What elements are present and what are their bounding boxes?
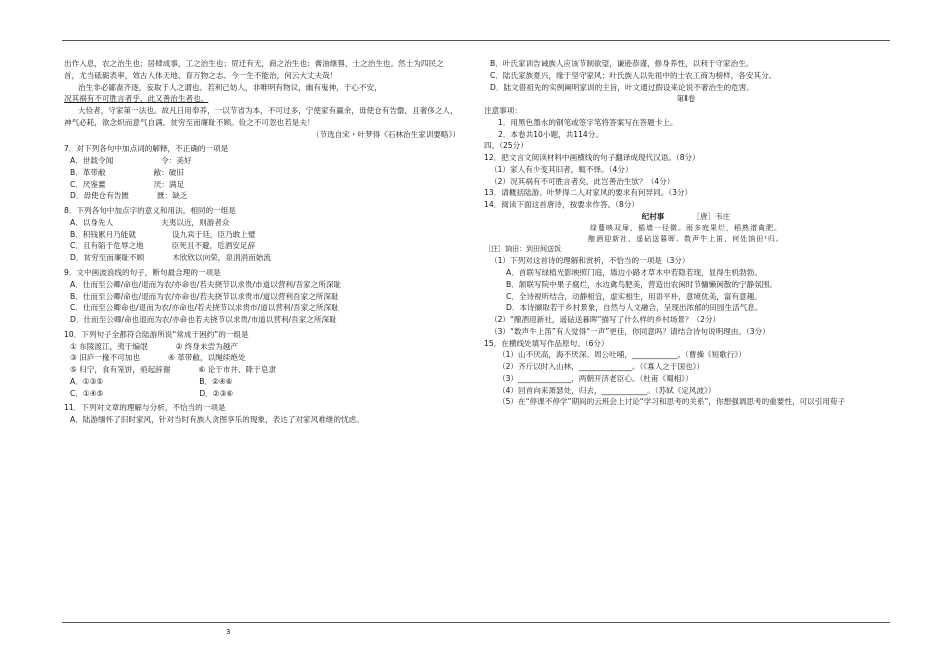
q14-sub1: （1）下列对这首诗的理解和赏析，不恰当的一项是（3分） [490, 256, 690, 266]
q11-option: D．陆文借祖先的实例阐明家训的主旨，叶文通过假设来论说不奢治生的危害。 [490, 82, 755, 92]
q8-option: C．且有陷于危辱之地 臣死且不避，卮酒安足辞 [70, 241, 256, 251]
q14-sub2: （2）“酿酒迎新社，遥砧送暮晖”描写了什么样的乡村场景？（2分） [490, 315, 721, 325]
q9-option: C．仕而至公卿命也/退而为农/亦命也/若夫挠节以求贵市/道以营利/吾家之所深耻 [70, 303, 339, 313]
notice-title: 注意事项： [484, 106, 522, 116]
q10-stem: 10．下列句子全都符合陆游所说“常成于困约”的一组是 [64, 329, 249, 339]
q14-option: B．颔联写院中果子腐烂，水边禽鸟肥美，营造出农闲时节慵懒闲散的宁静氛围。 [506, 279, 777, 289]
q11-option: A．陆游缅怀了旧时家风，针对当时有族人贪图享乐的现象，表达了对家风难继的忧虑。 [70, 415, 364, 425]
top-rule [62, 40, 890, 41]
poem-title: 纪村事 ［唐］韦庄 [641, 211, 731, 221]
q15-stem: 15．在横线处填写作品原句。（6分） [484, 338, 609, 348]
q14-option: D．本诗撷取若干乡村景象，自然与人文融合，呈现出浓郁的田园生活气息。 [506, 303, 763, 313]
q9-option: A．仕而至公卿/命也/退而为农/亦命也/若夫挠节以求贵/市道以营利/吾家之所深耻 [70, 279, 342, 289]
q8-option: D．贫穷至而廉耻不顾 木欣欣以向荣，泉涓涓而始流 [70, 253, 271, 263]
q15-item: （4）回首向来萧瑟处，归去，____________。（苏轼《定风波》） [498, 385, 716, 395]
q11-option: C．陆氏家族夏兴，缘于坚守家风；叶氏族人以先祖中的士农工商为榜样，各安其分。 [490, 70, 777, 80]
q10-option: A．①③⑤ B．②④⑥ [70, 376, 233, 386]
q12-item: （1）家人有少变其旧者，辄不怿。（4分） [490, 164, 633, 174]
right-column [484, 58, 888, 408]
page-number: 3 [226, 628, 231, 636]
passage-line-underlined: 况其祸有不可胜言者乎，此又善治生者也。 [64, 94, 209, 104]
q10-item: ① 东陵渡江，夷于编氓 ② 终身未尝为越产 [70, 341, 238, 351]
q7-option: D．毋使仓有告匮 匮：缺乏 [70, 191, 188, 201]
q10-item: ⑤ 归宁，食有笼饼，亟起辞谢 ⑥ 论于市井、降于皂隶 [70, 365, 276, 375]
q14-stem: 14．阅读下面这首唐诗，按要求作答。（8分） [484, 200, 639, 210]
poem-line: 绿蔓映双扉，循墙一径微。雨多庭果烂，稻熟渚禽肥。 [590, 223, 782, 232]
q7-option: B．革带敝 敝：破旧 [70, 167, 184, 177]
q8-option: A．以身先人 夫夷以近，则游者众 [70, 217, 230, 227]
q15-item: （3）______________，两朝开济老臣心。（杜甫《蜀相》） [498, 373, 693, 383]
q12-item: （2）况其祸有不可胜言者矣，此岂善治生欤？（4分） [490, 176, 675, 186]
q8-option: B．积钱累月乃能就 设九宾于廷，臣乃敢上璧 [70, 229, 256, 239]
q10-item: ③ 旧庐一椽不可加也 ④ 革带敝，以绳续绝处 [70, 353, 246, 363]
left-column [64, 58, 460, 426]
passage-line: 神气必耗，欲念炽而意气自满，贫穷至而廉耻不顾。俭之不可忽也若是夫！ [64, 117, 315, 127]
passage-line: 大俭者，守家第一法也。故凡日用奉养，一以节省为本，不可过多，宁使家有赢余，毋使仓有告罄，且奢侈之人， [78, 106, 458, 116]
poem-note: ［注］饷田：到田间送饭 [484, 245, 561, 254]
part-heading: 四、（25分） [484, 141, 528, 151]
q9-option: D．仕而至公卿/命也退而为农/亦命也若夫挠节以求贵/市道以营利/吾家之所深耻 [70, 315, 337, 325]
passage-line: 治生非必鄙啬齐逐，妄取于人之谓也。若利己妨人，非唯明有物议，幽有鬼神，于心不安， [78, 82, 382, 92]
q14-sub3: （3）“数声牛上笛”有人觉得“一声”更佳，你同意吗？请结合诗句说明理由。（3分） [490, 326, 770, 336]
q15-item: （5）在“停课不停学”期间的云班会上讨论“学习和思考的关系”，你想强调思考的重要性，可以引用荀子 [498, 397, 846, 407]
q14-option: C．全诗视听结合，动静相宜，虚实相生，用语平朴，意境优美，富有意趣。 [506, 291, 762, 301]
q12-stem: 12．把文言文阅读材料中画横线的句子翻译成现代汉语。（8分） [484, 153, 700, 163]
notice-item: 1．用黑色墨水的钢笔或签字笔将答案写在答题卡上。 [498, 117, 678, 127]
q7-option: A．世载令闻 令：美好 [70, 156, 192, 166]
passage-line: 首，尤当砥砺表率，效古人体天地、育万物之志。今一生不能治，何云大丈夫哉！ [64, 70, 338, 80]
q11-option: B．叶氏家训告诫族人应该节制欲望，谦逊恭谨，修身养性，以利于守家治生。 [490, 59, 754, 68]
q7-stem: 7．对下列各句中加点词的解释，不正确的一项是 [64, 144, 229, 154]
q15-item: （1）山不厌高，海不厌深。周公吐哺，____________。（曹操《短歌行》） [498, 350, 746, 360]
q13-stem: 13．请概括陆游、叶梦得二人对家风的要求有何异同。（3分） [484, 188, 693, 198]
poem-line: 酿酒迎新社，遥砧送暮晖。数声牛上笛，何处饷田¹归。 [588, 234, 784, 243]
q8-stem: 8．下列各句中加点字的意义和用法，相同的一组是 [64, 206, 236, 216]
notice-item: 2．本卷共10小题，共114分。 [498, 129, 603, 139]
q9-stem: 9．文中画波浪线的句子，断句最合理的一项是 [64, 268, 221, 278]
passage-line: 出作入息，农之治生也；居肆成事，工之治生也；贸迁有无，商之治生也；膏油继晷，士之治生也。然士为四民之 [64, 59, 444, 68]
section-title: 第Ⅱ卷 [676, 94, 696, 104]
q14-option: A．首联写绿植光影映照门庭，墙边小路才草木中若隐若现，显得生机勃勃。 [506, 268, 762, 278]
q11-stem: 11．下列对文章的理解与分析，不恰当的一项是 [64, 403, 226, 413]
passage-source: （节选自宋・叶梦得《石林治生家训要略》） [311, 129, 460, 139]
bottom-rule [62, 622, 890, 623]
q15-item: （2）齐斤以时入山林，______________。（《寡人之于国也》） [498, 362, 705, 372]
q9-option: B．仕而至公卿/命也/退而为农/亦命也/若夫挠节以求贵市/道以营利吾家之所深耻 [70, 291, 339, 301]
q7-option: C．厌鉴藿 厌：满足 [70, 179, 185, 189]
q10-option: C．①④⑤ D．②③⑥ [70, 388, 234, 398]
